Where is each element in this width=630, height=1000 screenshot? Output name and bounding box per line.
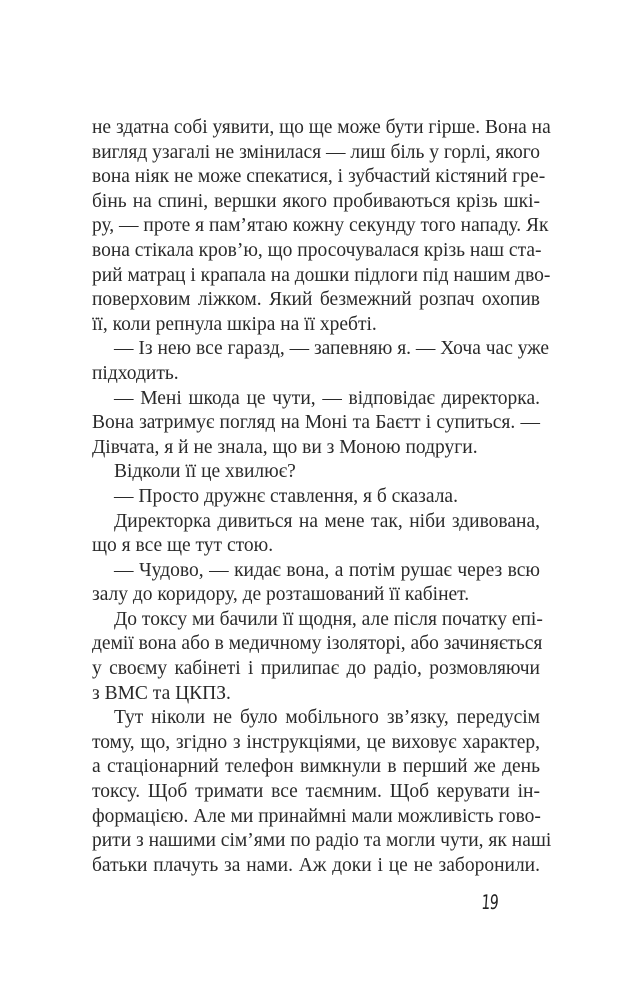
text-line: — Чудово, — кидає вона, а потім рушає через всю: [114, 559, 540, 581]
text-line: у своєму кабінеті і прилипає до радіо, розмовляючи: [92, 658, 540, 680]
text-line: — Мені шкода це чути, — відповідає директорка.: [114, 387, 540, 409]
text-line: не здатна собі уявити, що ще може бути гірше. Вона на: [92, 117, 551, 138]
text-line: вона ніяк не може спекатися, і зубчастий кістяний гре-: [92, 166, 546, 188]
text-line: токсу. Щоб тримати все таємним. Щоб керувати ін-: [92, 781, 540, 803]
text-line: вигляд узагалі не змінилася — лиш біль у горлі, якого: [92, 141, 541, 163]
text-line: — Із нею все гаразд, — запевняю я. — Хоча час уже: [114, 338, 550, 360]
text-line: батьки плачуть за нами. Аж доки і це не заборонили.: [92, 854, 540, 876]
text-line: рити з нашими сім’ями по радіо та могли чути, як наші: [92, 830, 552, 852]
text-line: поверховим ліжком. Який безмежний розпач охопив: [92, 289, 540, 311]
text-line: тому, що, згідно з інструкціями, це виховує характер,: [92, 731, 540, 753]
page-number: 19: [480, 890, 499, 914]
text-line: з ВМС та ЦКПЗ.: [92, 682, 231, 704]
text-line: Вона затримує погляд на Моні та Баєтт і супиться. —: [92, 412, 540, 434]
text-line: До токсу ми бачили її щодня, але після початку епі-: [114, 608, 543, 630]
text-line: Тут ніколи не було мобільного зв’язку, передусім: [114, 707, 540, 729]
text-line: підходить.: [92, 362, 179, 384]
text-line: — Просто дружнє ставлення, я б сказала.: [114, 485, 458, 507]
text-line: ру, — проте я пам’ятаю кожну секунду того нападу. Як: [92, 215, 549, 237]
text-line: її, коли репнула шкіра на її хребті.: [92, 313, 377, 335]
text-line: вона стікала кров’ю, що просочувалася крізь наш ста-: [92, 239, 542, 261]
text-line: а стаціонарний телефон вимкнули в перший же день: [92, 756, 540, 778]
text-line: демії вона або в медичному ізоляторі, або зачиняється: [92, 633, 543, 655]
book-page-text: [92, 116, 552, 878]
text-line: що я все ще тут стою.: [92, 535, 274, 557]
text-line: Дівчата, я й не знала, що ви з Моною подруги.: [92, 436, 478, 458]
text-line: залу до коридору, де розташований її кабінет.: [92, 584, 470, 606]
text-line: формацією. Але ми принаймні мали можливість гово-: [92, 805, 541, 827]
text-line: Директорка дивиться на мене так, ніби здивована,: [114, 510, 540, 532]
text-line: рий матрац і крапала на дошки підлоги під нашим дво-: [92, 264, 551, 286]
text-line: Відколи її це хвилює?: [114, 461, 296, 483]
text-line: бінь на спині, вершки якого пробиваються крізь шкі-: [92, 190, 540, 212]
